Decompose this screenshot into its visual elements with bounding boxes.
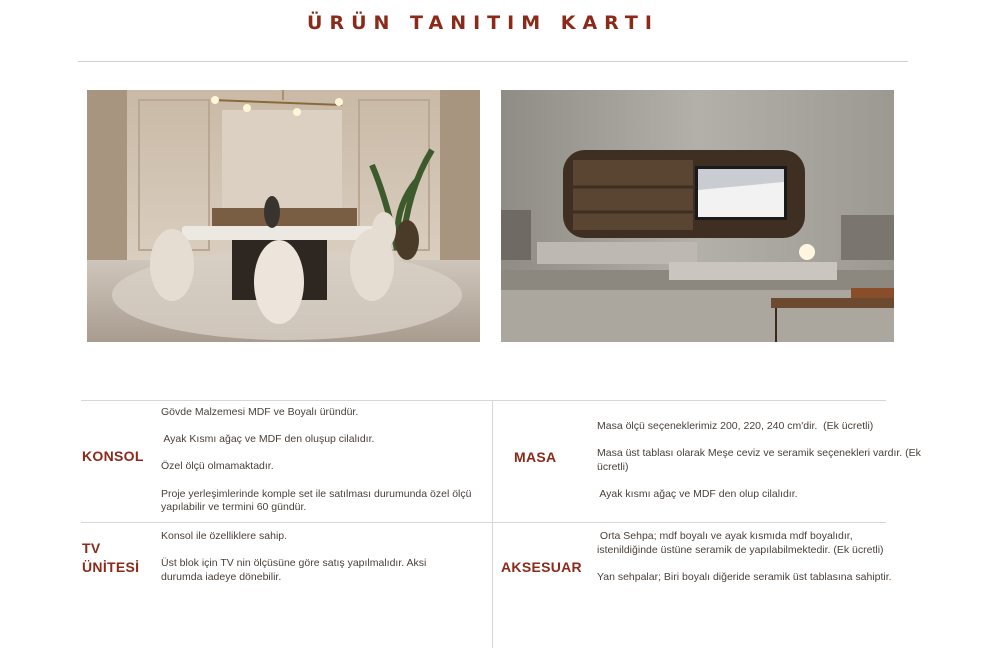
- table-column-divider: [492, 400, 493, 648]
- dining-room-photo: [87, 90, 480, 342]
- desc-line: Gövde Malzemesi MDF ve Boyalı üründür.: [161, 406, 359, 418]
- desc-line: Proje yerleşimlerinde komple set ile satılması durumunda özel ölçü: [161, 487, 472, 500]
- table-top-border: [81, 400, 886, 401]
- section-desc-masa: [597, 420, 921, 502]
- desc-line: Ayak kısmı ağaç ve MDF den olup cilalıdır.: [597, 487, 798, 500]
- desc-line: Yan sehpalar; Biri boyalı diğeride seramik üst tablasına sahiptir.: [597, 570, 892, 583]
- desc-line: Özel ölçü olmamaktadır.: [161, 460, 274, 473]
- section-name-aksesuar: AKSESUAR: [501, 559, 582, 575]
- section-name-line: TV: [82, 540, 101, 556]
- section-name-tv-unitesi: [82, 539, 139, 577]
- desc-line: istenildiğinde üstüne seramik de yapılabilmektedir. (Ek ücretli): [597, 543, 884, 556]
- desc-line: Masa ölçü seçeneklerimiz 200, 220, 240 cm'dir. (Ek ücretli): [597, 420, 874, 432]
- title-divider: [78, 61, 908, 62]
- tv-unit-living-room-photo: [501, 90, 894, 342]
- desc-line: Üst blok için TV nin ölçüsüne göre satış yapılmalıdır. Aksi: [161, 557, 427, 570]
- table-row-divider: [81, 522, 886, 523]
- desc-line: Masa üst tablası olarak Meşe ceviz ve seramik seçenekleri vardır. (Ek: [597, 447, 921, 460]
- desc-line: ücretli): [597, 460, 629, 473]
- section-desc-aksesuar: [597, 530, 917, 584]
- desc-line: durumda iadeye dönebilir.: [161, 570, 282, 583]
- desc-line: Ayak Kısmı ağaç ve MDF den oluşup cilalıdır.: [161, 433, 375, 446]
- desc-line: yapılabilir ve termini 60 gündür.: [161, 501, 307, 514]
- page-title: ÜRÜN TANITIM KARTI: [307, 12, 659, 34]
- section-name-line: ÜNİTESİ: [82, 559, 140, 575]
- desc-line: Konsol ile özelliklere sahip.: [161, 530, 288, 542]
- section-name-masa: MASA: [514, 449, 557, 465]
- desc-line: Orta Sehpa; mdf boyalı ve ayak kısmıda mdf boyalıdır,: [597, 530, 853, 542]
- section-desc-tv-unitesi: [161, 530, 491, 584]
- section-name-konsol: KONSOL: [82, 448, 144, 464]
- section-desc-konsol: [161, 406, 491, 515]
